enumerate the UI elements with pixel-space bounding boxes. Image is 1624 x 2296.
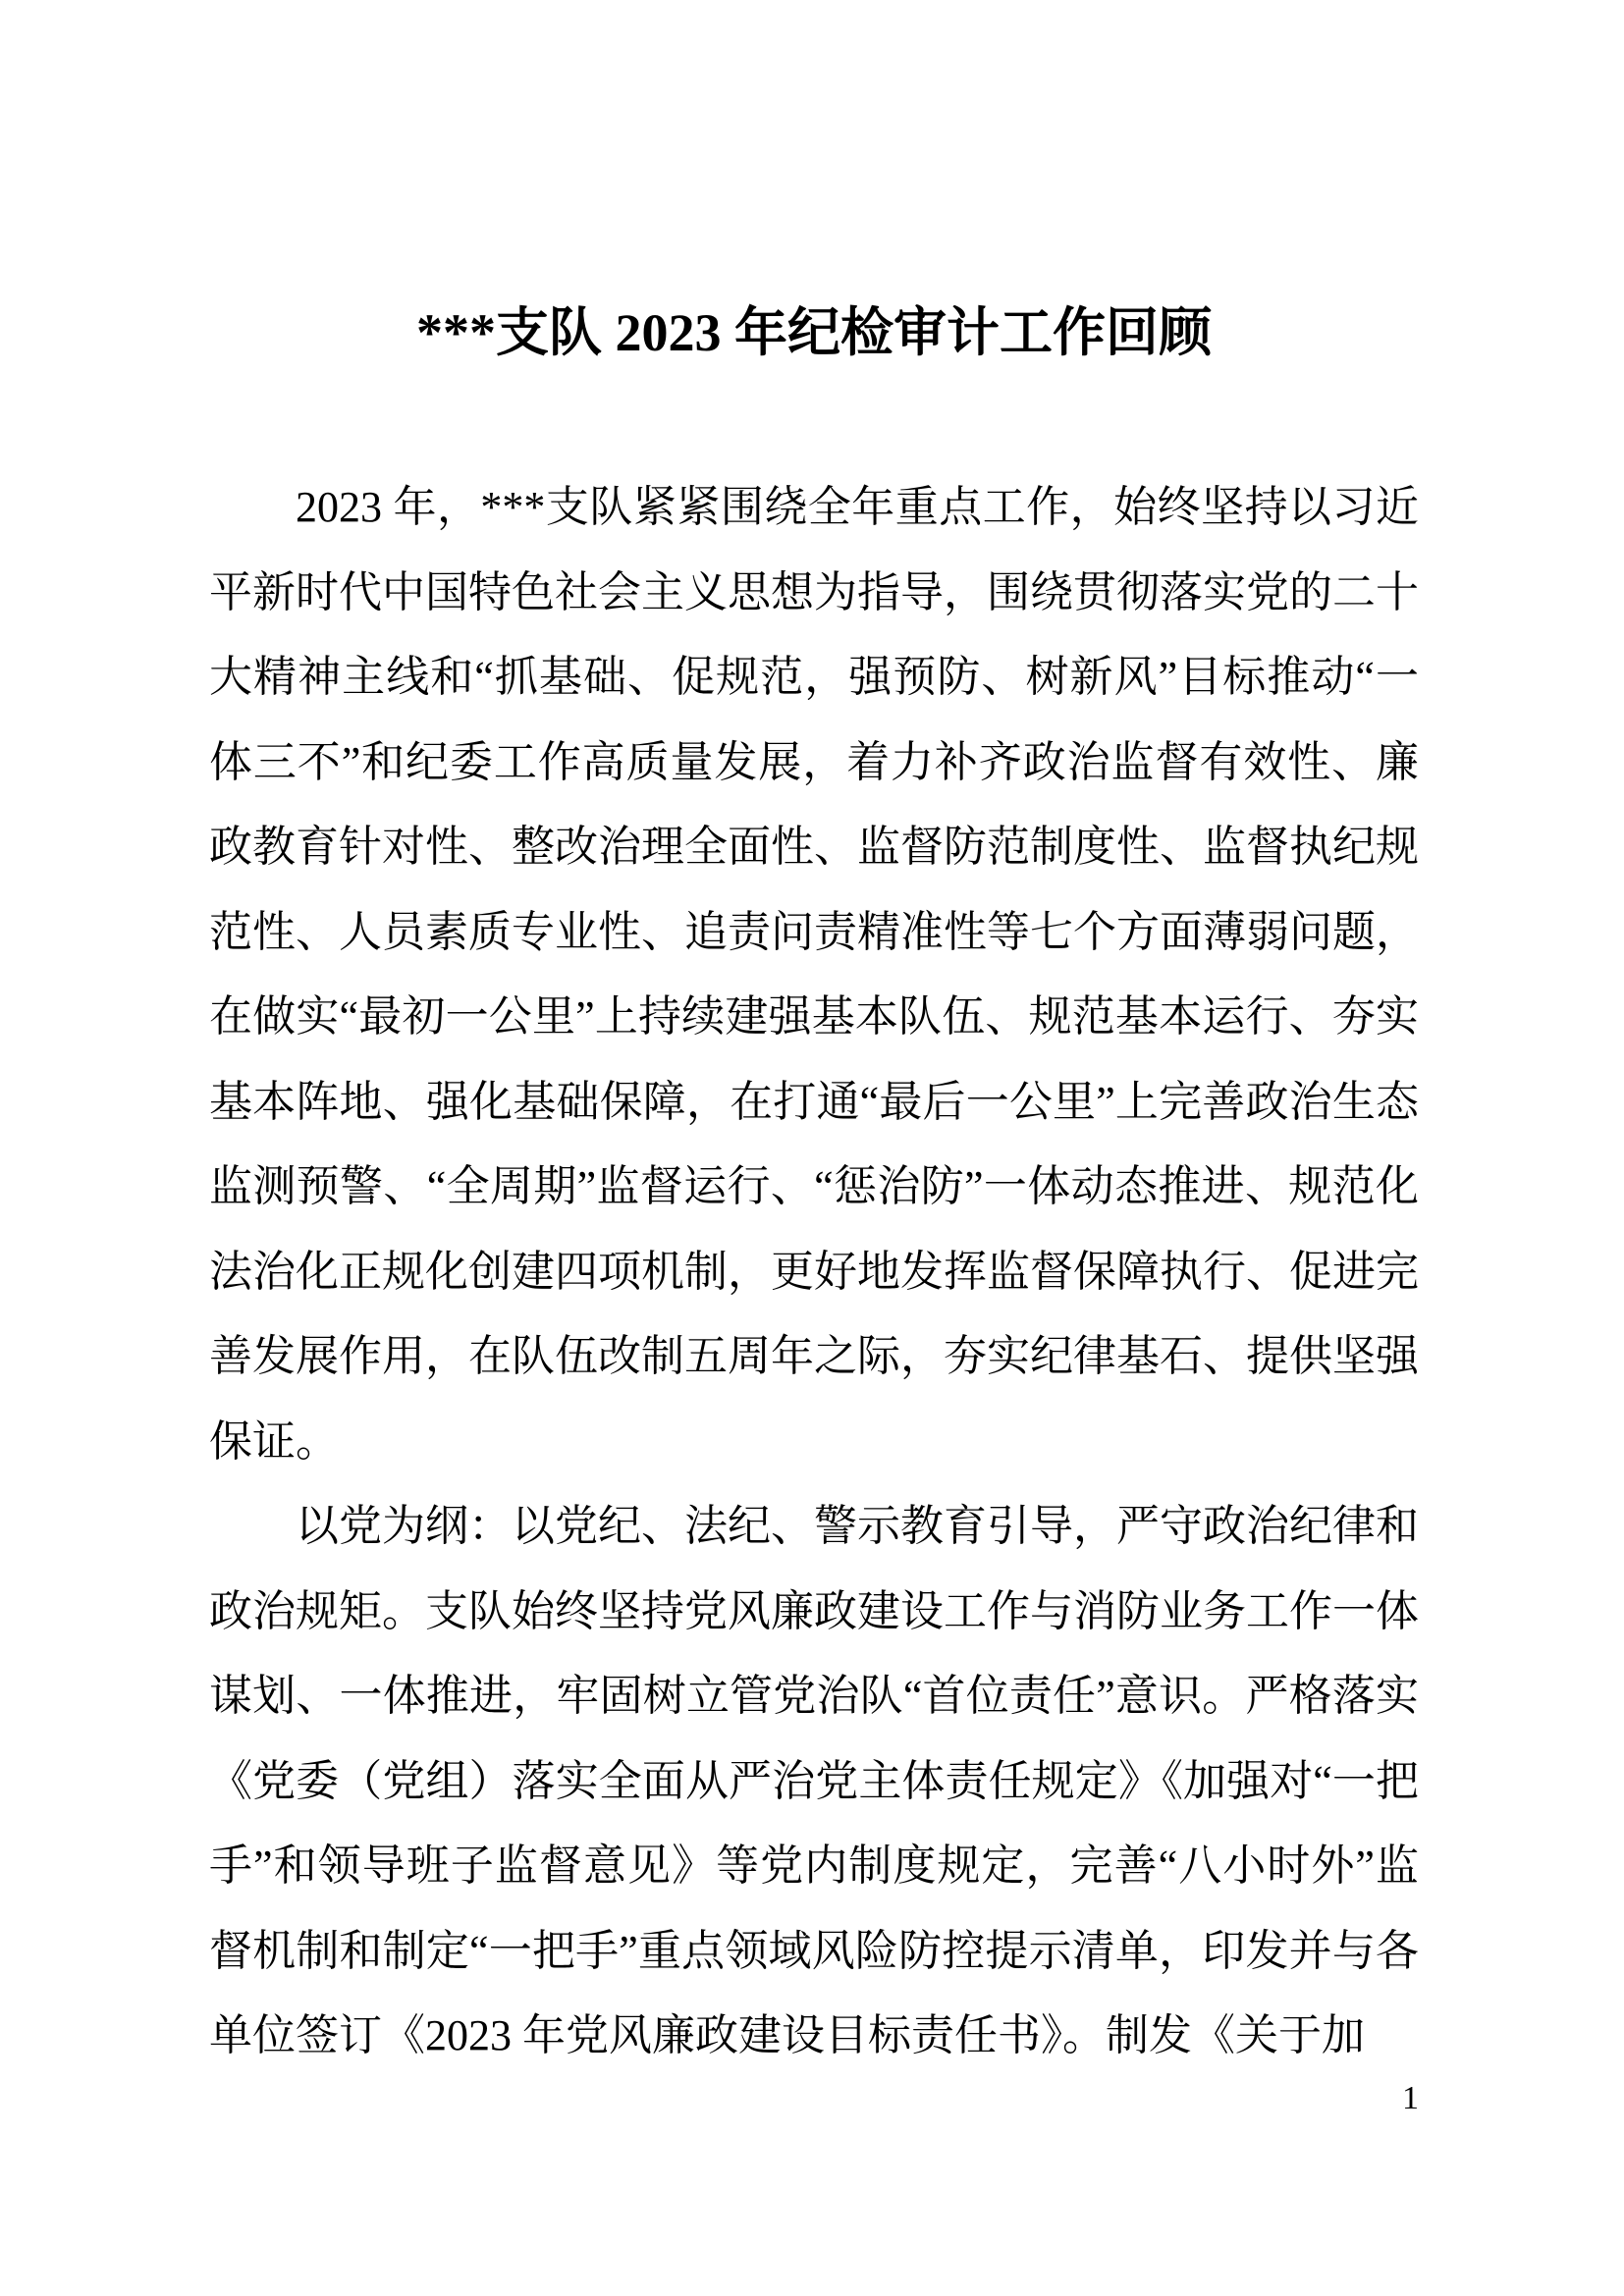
document-content — [209, 0, 1419, 2079]
paragraph-2: 以党为纲：以党纪、法纪、警示教育引导，严守政治纪律和政治规矩。支队始终坚持党风廉政建设工作与消防业务工作一体谋划、一体推进，牢固树立管党治队“首位责任”意识。严格落实《党委（党组）落实全面从严治党主体责任规定》《加强对“一把手”和领导班子监督意见》等党内制度规定，完善“八小时外”监督机制和制定“一把手”重点领域风险防控提示清单，印发并与各单位签订《2023 年党风廉政建设目标责任书》。制发《关于加 — [209, 1502, 1419, 2059]
document-title: ***支队 2023 年纪检审计工作回顾 — [416, 303, 1212, 362]
document-body — [209, 465, 1419, 2079]
page-number: 1 — [1402, 2080, 1419, 2116]
paragraph-1: 2023 年，***支队紧紧围绕全年重点工作，始终坚持以习近平新时代中国特色社会主义思想为指导，围绕贯彻落实党的二十大精神主线和“抓基础、促规范，强预防、树新风”目标推动“一体三不”和纪委工作高质量发展，着力补齐政治监督有效性、廉政教育针对性、整改治理全面性、监督防范制度性、监督执纪规范性、人员素质专业性、追责问责精准性等七个方面薄弱问题，在做实“最初一公里”上持续建强基本队伍、规范基本运行、夯实基本阵地、强化基础保障，在打通“最后一公里”上完善政治生态监测预警、“全周期”监督运行、“惩治防”一体动态推进、规范化法治化正规化创建四项机制，更好地发挥监督保障执行、促进完善发展作用，在队伍改制五周年之际，夯实纪律基石、提供坚强保证。 — [209, 483, 1419, 1466]
